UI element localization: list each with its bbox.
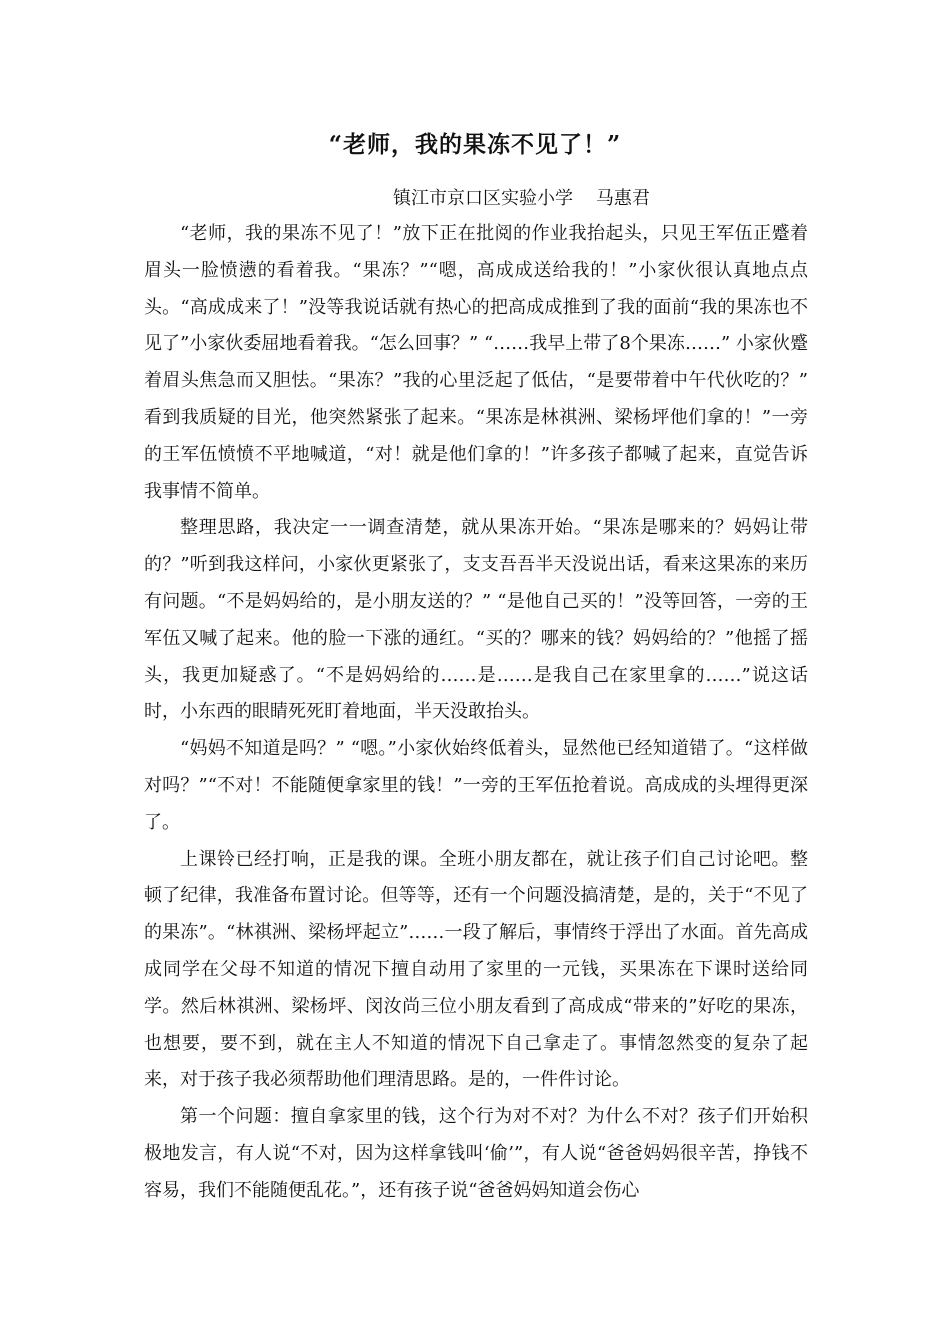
article-body <box>144 216 808 1210</box>
paragraph: 第一个问题：擅自拿家里的钱，这个行为对不对？为什么不对？孩子们开始积极地发言，有人说“不对，因为这样拿钱叫‘偷’”，有人说“爸爸妈妈很辛苦，挣钱不容易，我们不能随便乱花。”，还有孩子说“爸爸妈妈知道会伤心 <box>144 1106 808 1201</box>
paragraph: “老师，我的果冻不见了！”放下正在批阅的作业我抬起头，只见王军伍正蹙着眉头一脸愤懑的看着我。“果冻？”“嗯，高成成送给我的！”小家伙很认真地点点头。“高成成来了！”没等我说话就有热心的把高成成推到了我的面前“我的果冻也不见了”小家伙委屈地看着我。“怎么回事？” “……我早上带了8个果冻……” 小家伙蹙着眉头焦急而又胆怯。“果冻？”我的心里泛起了低估，“是要带着中午代伙吃的？” 看到我质疑的目光，他突然紧张了起来。“果冻是林祺洲、梁杨坪他们拿的！”一旁的王军伍愤愤不平地喊道，“对！就是他们拿的！”许多孩子都喊了起来，直觉告诉我事情不简单。 <box>144 223 808 502</box>
paragraph: 整理思路，我决定一一调查清楚，就从果冻开始。“果冻是哪来的？妈妈让带的？”听到我这样问，小家伙更紧张了，支支吾吾半天没说出话，看来这果冻的来历有问题。“不是妈妈给的，是小朋友送的？” “是他自己买的！”没等回答，一旁的王军伍又喊了起来。他的脸一下涨的通红。“买的？哪来的钱？妈妈给的？”他摇了摇头，我更加疑惑了。“不是妈妈给的……是……是我自己在家里拿的……”说这话时，小东西的眼睛死死盯着地面，半天没敢抬头。 <box>144 517 808 723</box>
paragraph: “妈妈不知道是吗？” “嗯。”小家伙始终低着头，显然他已经知道错了。“这样做对吗？”“不对！不能随便拿家里的钱！”一旁的王军伍抢着说。高成成的头埋得更深了。 <box>144 738 808 833</box>
article-author: 镇江市京口区实验小学 马惠君 <box>393 188 650 209</box>
article-title: “老师，我的果冻不见了！” <box>328 131 622 158</box>
paragraph: 上课铃已经打响，正是我的课。全班小朋友都在，就让孩子们自己讨论吧。整顿了纪律，我准备布置讨论。但等等，还有一个问题没搞清楚，是的，关于“不见了的果冻”。“林祺洲、梁杨坪起立”……一段了解后，事情终于浮出了水面。首先高成成同学在父母不知道的情况下擅自动用了家里的一元钱，买果冻在下课时送给同学。然后林祺洲、梁杨坪、闵汝尚三位小朋友看到了高成成“带来的”好吃的果冻，也想要，要不到，就在主人不知道的情况下自己拿走了。事情忽然变的复杂了起来，对于孩子我必须帮助他们理清思路。是的，一件件讨论。 <box>144 848 808 1091</box>
